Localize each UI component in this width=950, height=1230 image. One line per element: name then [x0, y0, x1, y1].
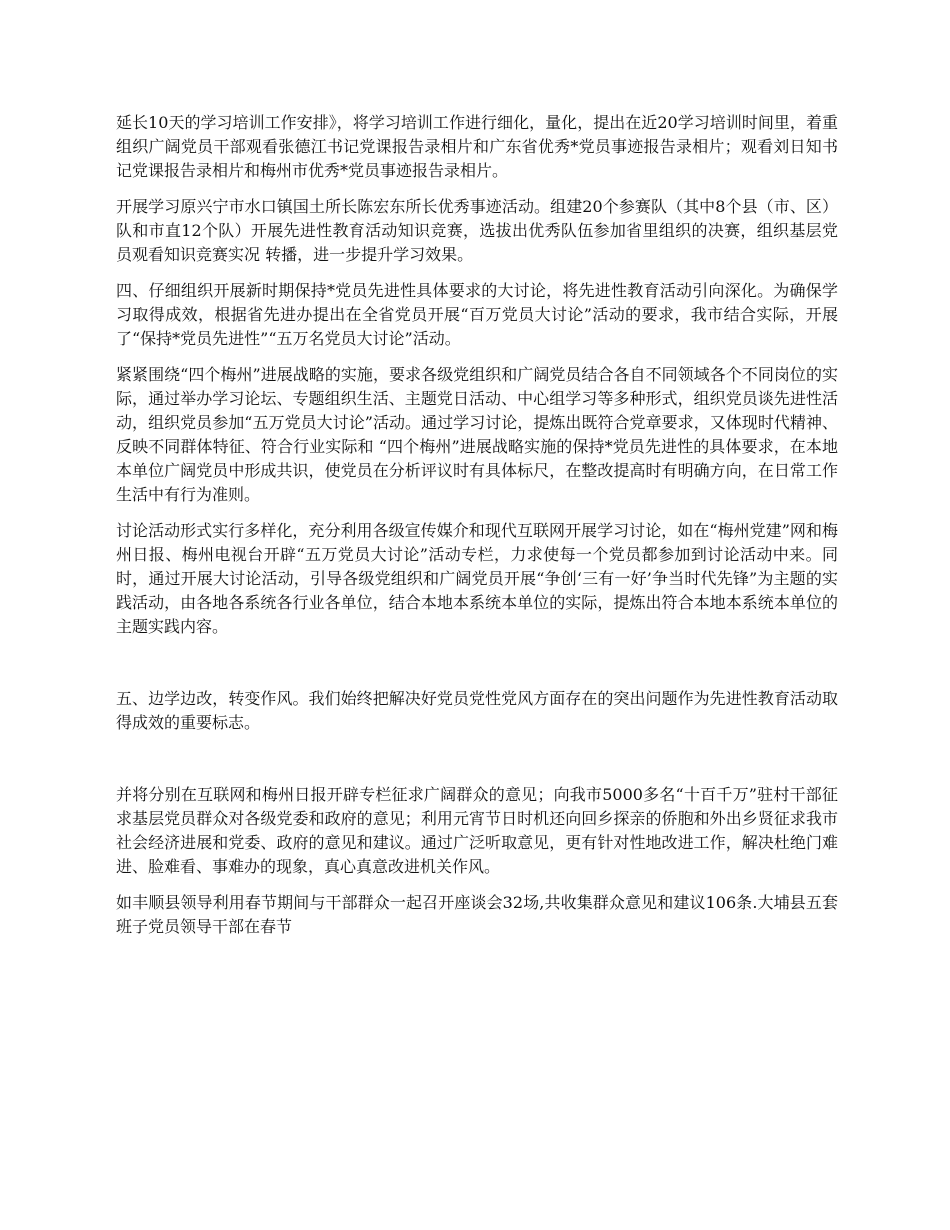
paragraph-section-five-heading: 五、边学边改，转变作风。我们始终把解决好党员党性党风方面存在的突出问题作为先进性教育活动取得成效的重要标志。 — [116, 689, 838, 732]
paragraph-discussion-forms: 讨论活动形式实行多样化，充分利用各级宣传媒介和现代互联网开展学习讨论，如在“梅州党建”网和梅州日报、梅州电视台开辟“五万党员大讨论”活动专栏，力求使每一个党员都参加到讨论活动中来。同时，通过开展大讨论活动，引导各级党组织和广阔党员开展“争创‘三有一好’争当时代先锋”为主题的实践活动，由各地各系统各行业各单位，结合本地本系统本单位的实际，提炼出符合本地本系统本单位的主题实践内容。 — [116, 521, 838, 636]
paragraph-knowledge-contest: 开展学习原兴宁市水口镇国土所长陈宏东所长优秀事迹活动。组建20个参赛队（其中8个县（市、区）队和市直12个队）开展先进性教育活动知识竞赛，选拔出优秀队伍参加省里组织的决赛，组织基层党员观看知识竞赛实况 转播，进一步提升学习效果。 — [116, 197, 838, 264]
paragraph-section-four-heading: 四、仔细组织开展新时期保持*党员先进性具体要求的大讨论，将先进性教育活动引向深化。为确保学习取得成效，根据省先进办提出在全省党员开展“百万党员大讨论”活动的要求，我市结合实际，开展了“保持*党员先进性”“五万名党员大讨论”活动。 — [116, 281, 838, 348]
paragraph-training-arrangement: 延长10天的学习培训工作安排》，将学习培训工作进行细化，量化，提出在近20学习培训时间里，着重组织广阔党员干部观看张德江书记党课报告录相片和广东省优秀*党员事迹报告录相片；观看刘日知书记党课报告录相片和梅州市优秀*党员事迹报告录相片。 — [116, 113, 838, 180]
paragraph-public-opinion: 并将分别在互联网和梅州日报开辟专栏征求广阔群众的意见；向我市5000多名“十百千万”驻村干部征求基层党员群众对各级党委和政府的意见；利用元宵节日时机还向回乡探亲的侨胞和外出乡贤征求我市社会经济进展和党委、政府的意见和建议。通过广泛听取意见，更有针对性地改进工作，解决杜绝门难进、脸难看、事难办的现象，真心真意改进机关作风。 — [116, 785, 838, 876]
document-body — [116, 111, 838, 951]
paragraph-four-meizhou: 紧紧围绕“四个梅州”进展战略的实施，要求各级党组织和广阔党员结合各自不同领域各个不同岗位的实际，通过举办学习论坛、专题组织生活、主题党日活动、中心组学习等多种形式，组织党员谈先进性活动，组织党员参加“五万党员大讨论”活动。通过学习讨论，提炼出既符合党章要求，又体现时代精神、反映不同群体特征、符合行业实际和 “四个梅州”进展战略实施的保持*党员先进性的具体要求，在本地本单位广阔党员中形成共识，使党员在分析评议时有具体标尺，在整改提高时有明确方向，在日常工作生活中有行为准则。 — [116, 365, 838, 504]
blank-gap — [116, 747, 838, 783]
paragraph-fengshun-example: 如丰顺县领导利用春节期间与干部群众一起召开座谈会32场,共收集群众意见和建议106条.大埔县五套班子党员领导干部在春节 — [116, 893, 838, 936]
blank-gap — [116, 651, 838, 687]
